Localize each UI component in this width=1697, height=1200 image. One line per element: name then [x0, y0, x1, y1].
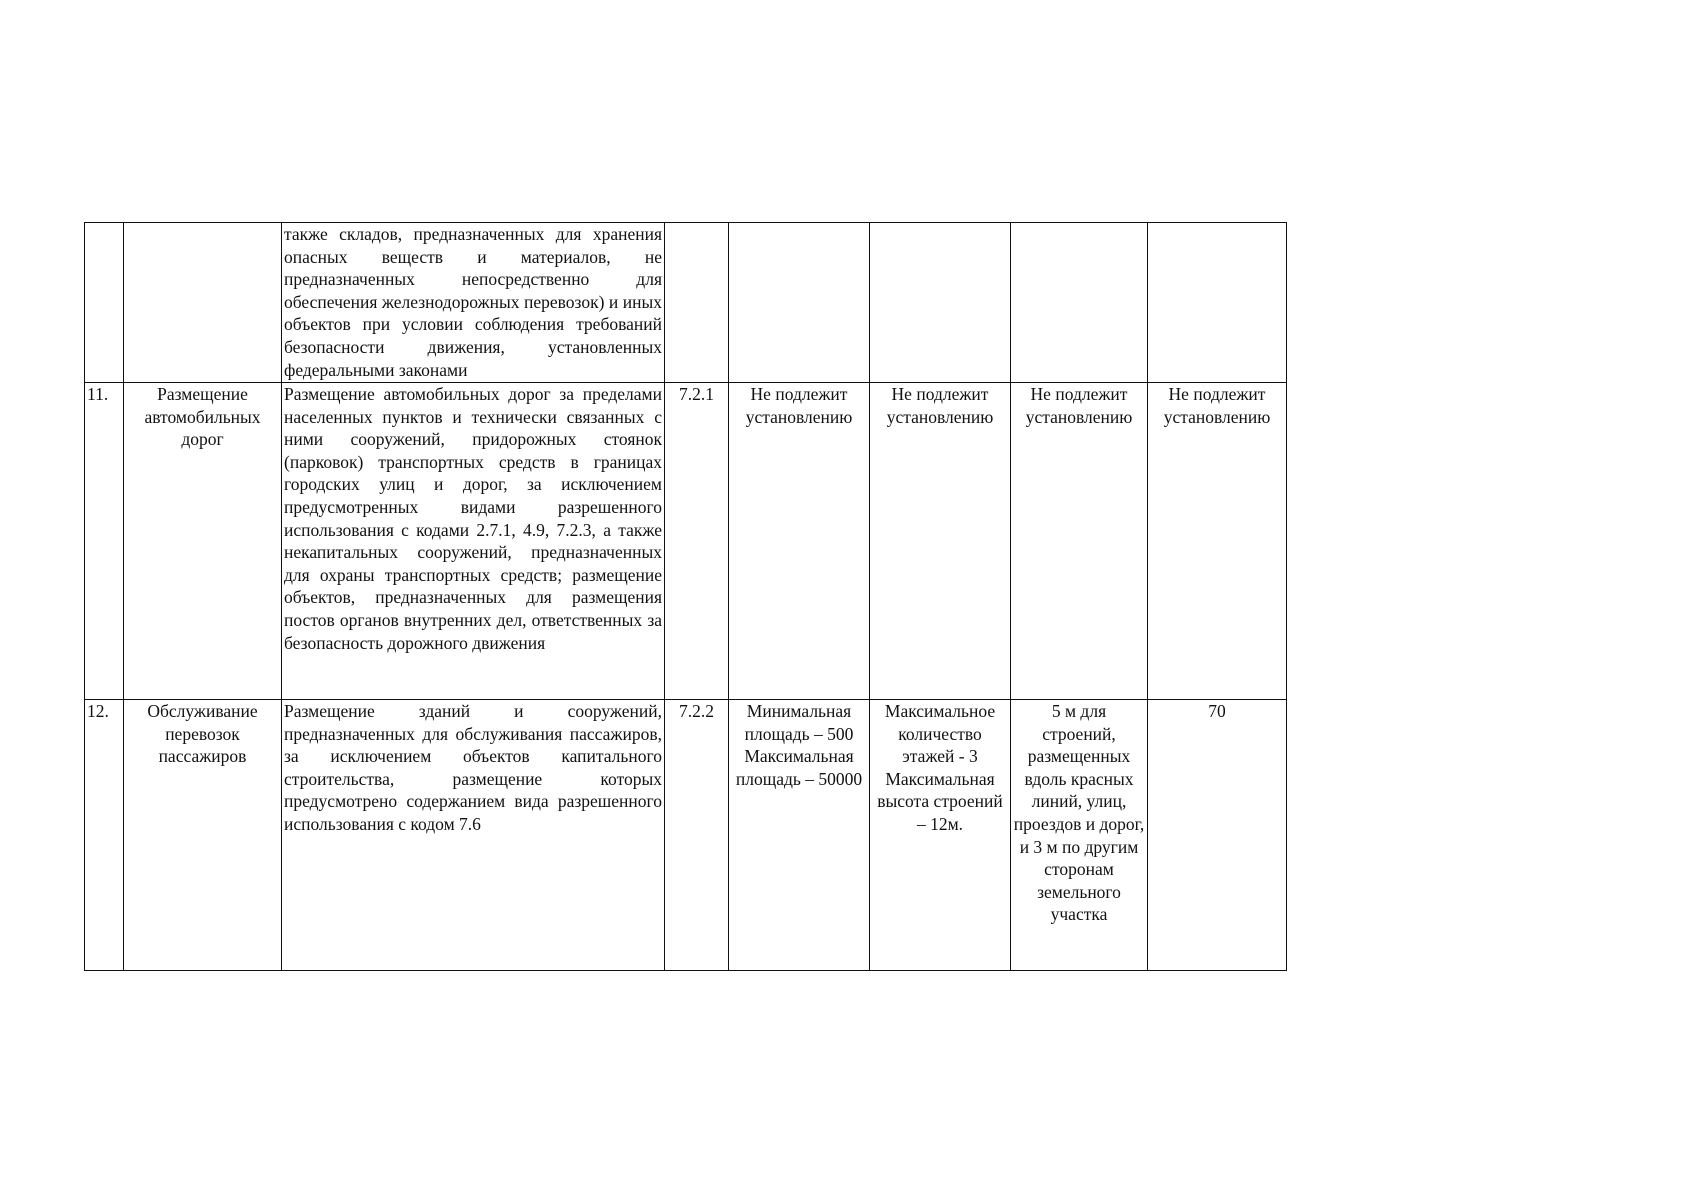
floors-height-cell: [870, 223, 1011, 383]
table-row: [85, 223, 1287, 383]
floors-height-cell: Не подлежит установлению: [870, 383, 1011, 700]
row-number-cell: 11.: [85, 383, 124, 700]
table-row: [85, 383, 1287, 700]
use-type-name-cell: Размещение автомобильных дорог: [124, 383, 282, 700]
row-number-cell: [85, 223, 124, 383]
row-number-cell: 12.: [85, 700, 124, 971]
setback-cell: Не подлежит установлению: [1011, 383, 1148, 700]
use-type-name-cell: Обслуживание перевозок пассажиров: [124, 700, 282, 971]
setback-cell: 5 м для строений, размещенных вдоль красных линий, улиц, проездов и дорог, и 3 м по другим сторонам земельного участка: [1011, 700, 1148, 971]
floors-height-cell: Максимальное количество этажей - 3 Максимальная высота строений – 12м.: [870, 700, 1011, 971]
use-code-cell: 7.2.1: [665, 383, 729, 700]
coverage-percent-cell: Не подлежит установлению: [1148, 383, 1287, 700]
use-type-name-cell: [124, 223, 282, 383]
coverage-percent-cell: 70: [1148, 700, 1287, 971]
use-code-cell: 7.2.2: [665, 700, 729, 971]
table-row: [85, 700, 1287, 971]
use-code-cell: [665, 223, 729, 383]
use-description-cell: Размещение зданий и сооружений, предназначенных для обслуживания пассажиров, за исключением объектов капитального строительства, размещение которых предусмотрено содержанием вида разрешенного использования с кодом 7.6: [282, 700, 665, 971]
plot-area-cell: Не подлежит установлению: [729, 383, 870, 700]
land-use-regulations-table: [84, 222, 1287, 971]
plot-area-cell: Минимальная площадь – 500 Максимальная площадь – 50000: [729, 700, 870, 971]
use-description-cell: также складов, предназначенных для хранения опасных веществ и материалов, не предназначенных непосредственно для обеспечения железнодорожных перевозок) и иных объектов при условии соблюдения требований безопасности движения, установленных федеральными законами: [282, 223, 665, 383]
plot-area-cell: [729, 223, 870, 383]
use-description-cell: Размещение автомобильных дорог за пределами населенных пунктов и технически связанных с ними сооружений, придорожных стоянок (парковок) транспортных средств в границах городских улиц и дорог, за исключением предусмотренных видами разрешенного использования с кодами 2.7.1, 4.9, 7.2.3, а также некапитальных сооружений, предназначенных для охраны транспортных средств; размещение объектов, предназначенных для размещения постов органов внутренних дел, ответственных за безопасность дорожного движения: [282, 383, 665, 700]
coverage-percent-cell: [1148, 223, 1287, 383]
setback-cell: [1011, 223, 1148, 383]
